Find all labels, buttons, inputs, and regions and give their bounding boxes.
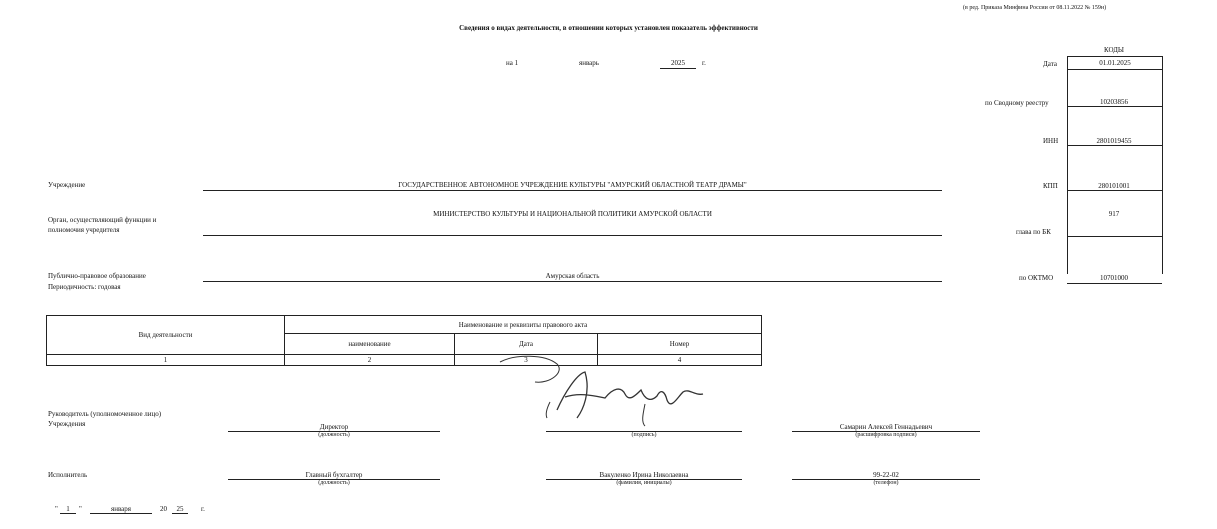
- col-num-1: 1: [47, 355, 285, 366]
- footer-year-line: [172, 513, 188, 514]
- executor-phone-caption: (телефон): [873, 480, 899, 486]
- organ-label-2: полномочия учредителя: [48, 226, 120, 234]
- public-label: Публично-правовое образование: [48, 272, 146, 280]
- institution-underline: [203, 190, 942, 191]
- page-title: Сведения о видах деятельности, в отношении которых установлен показатель эффективности: [459, 24, 758, 32]
- executor-name-caption: (фамилия, инициалы): [616, 480, 672, 486]
- col-num-3: 3: [455, 355, 598, 366]
- codes-heading: КОДЫ: [1103, 46, 1125, 54]
- date-prefix: на 1: [506, 59, 519, 67]
- col-num-2: 2: [285, 355, 455, 366]
- handwritten-signature: [495, 352, 710, 432]
- head-position: Директор: [319, 423, 349, 431]
- institution-value: ГОСУДАРСТВЕННОЕ АВТОНОМНОЕ УЧРЕЖДЕНИЕ КУЛЬТУРЫ "АМУРСКИЙ ОБЛАСТНОЙ ТЕАТР ДРАМЫ": [398, 181, 747, 189]
- code-oktmo-label: по ОКТМО: [1019, 274, 1054, 282]
- code-sep-5: [1067, 283, 1162, 284]
- footer-century: 20: [160, 505, 167, 513]
- date-year: 2025: [671, 59, 685, 67]
- executor-position: Главный бухгалтер: [305, 471, 363, 479]
- footer-month-line: [90, 513, 152, 514]
- footer-suffix: г.: [201, 505, 205, 513]
- code-inn: 2801019455: [1096, 137, 1132, 145]
- th-legal-act: Наименование и реквизиты правового акта: [285, 316, 762, 334]
- periodicity: Периодичность: годовая: [48, 283, 121, 291]
- code-sep-1: [1067, 106, 1162, 107]
- code-kpp-label: КПП: [1043, 182, 1058, 190]
- code-sep-4: [1067, 236, 1162, 237]
- organ-value: МИНИСТЕРСТВО КУЛЬТУРЫ И НАЦИОНАЛЬНОЙ ПОЛИТИКИ АМУРСКОЙ ОБЛАСТИ: [433, 210, 712, 218]
- th-number: Номер: [598, 334, 762, 355]
- executor-name: Вакуленко Ирина Николаевна: [599, 471, 689, 479]
- executor-label: Исполнитель: [48, 471, 88, 479]
- head-signature-caption: (подпись): [631, 432, 657, 438]
- th-name: наименование: [285, 334, 455, 355]
- code-sep-3: [1067, 190, 1162, 191]
- code-kpp: 280101001: [1098, 182, 1130, 190]
- head-name: Самарин Алексей Геннадьевич: [839, 423, 933, 431]
- code-date-label: Дата: [1043, 60, 1057, 68]
- edition-note: (в ред. Приказа Минфина России от 08.11.2022 № 159н): [963, 5, 1107, 11]
- head-position-caption: (должность): [318, 432, 350, 438]
- footer-quote-close: ": [79, 505, 82, 513]
- code-inn-label: ИНН: [1043, 137, 1059, 145]
- head-label-2: Учреждения: [48, 420, 86, 428]
- footer-month: января: [110, 505, 131, 513]
- code-registry: 10203856: [1100, 98, 1128, 106]
- code-sep-2: [1067, 145, 1162, 146]
- institution-label: Учреждение: [48, 181, 86, 189]
- executor-phone: 99-22-02: [873, 471, 899, 479]
- code-glava-label: глава по БК: [1016, 228, 1051, 236]
- executor-position-caption: (должность): [318, 480, 350, 486]
- head-label-1: Руководитель (уполномоченное лицо): [48, 410, 162, 418]
- footer-day: 1: [66, 505, 70, 513]
- footer-year: 25: [176, 505, 184, 513]
- date-month: январь: [579, 59, 599, 67]
- public-value: Амурская область: [545, 272, 600, 280]
- footer-day-line: [60, 513, 76, 514]
- organ-label-1: Орган, осуществляющий функции и: [48, 216, 157, 224]
- organ-underline: [203, 235, 942, 236]
- public-underline: [203, 281, 942, 282]
- date-suffix: г.: [702, 59, 706, 67]
- code-oktmo: 10701000: [1100, 274, 1128, 282]
- th-date: Дата: [455, 334, 598, 355]
- code-glava: 917: [1108, 210, 1120, 218]
- th-activity: Вид деятельности: [47, 316, 285, 355]
- code-date: 01.01.2025: [1068, 57, 1162, 70]
- head-name-caption: (расшифровка подписи): [855, 432, 917, 438]
- date-year-underline: [660, 68, 696, 69]
- code-registry-label: по Сводному реестру: [985, 99, 1049, 107]
- footer-quote-open: ": [55, 505, 58, 513]
- col-num-4: 4: [598, 355, 762, 366]
